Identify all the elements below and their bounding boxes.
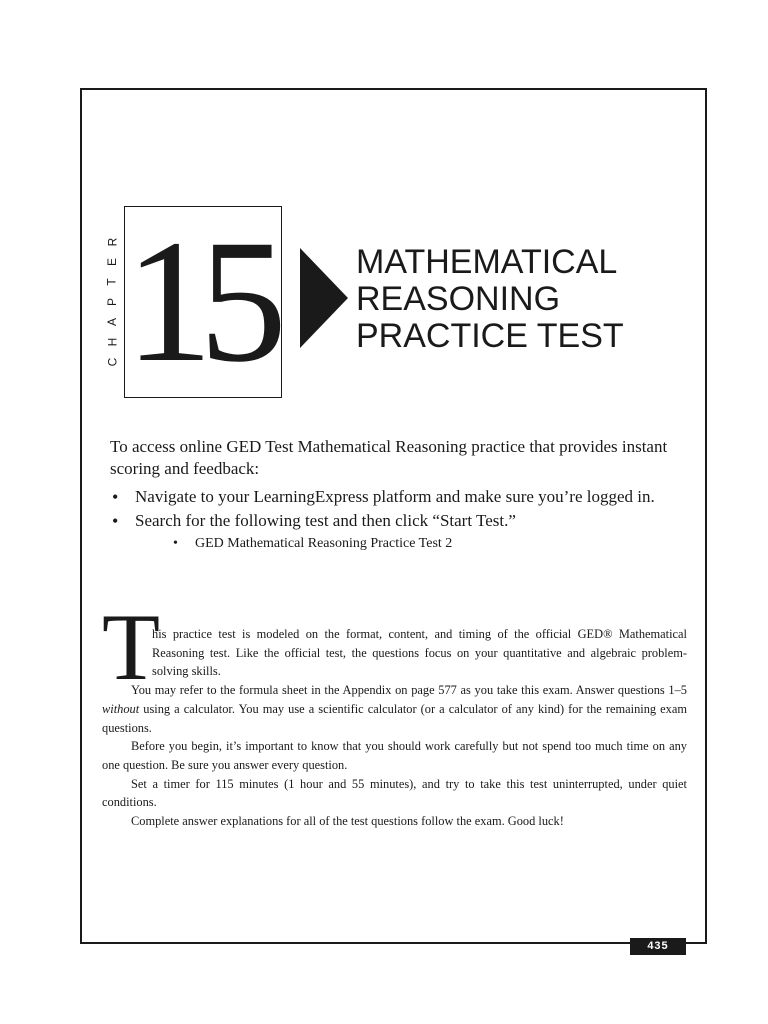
body-text-run: You may refer to the formula sheet in the Appendix on page 577 as you take this exam. Answer questions 1–5 [131,683,687,698]
chapter-title-line: REASONING [356,280,561,318]
online-bullet-list [110,486,690,554]
drop-cap: T [102,594,161,700]
page-number: 435 [630,938,686,955]
chapter-title [356,244,686,355]
chapter-label-letter: H [104,337,119,347]
body-paragraph: Complete answer explanations for all of the test questions follow the exam. Good luck! [131,814,564,829]
chapter-title-line: PRACTICE TEST [356,317,624,355]
chapter-label-letter: R [104,237,119,247]
online-intro: To access online GED Test Mathematical Reasoning practice that provides instant scoring and feedback: [110,437,668,478]
chapter-label-letter: T [105,278,119,286]
arrow-icon [300,248,348,348]
body-paragraph: his practice test is modeled on the format, content, and timing of the official GED® Mathematical Reasoning test. Like the official test, the questions focus on your quantitative and algebraic problem-solving skills. [152,627,687,679]
chapter-title-line: MATHEMATICAL [356,243,618,281]
chapter-label-letter: C [104,357,119,367]
online-sub-list [135,534,690,554]
list-item: • Navigate to your LearningExpress platform and make sure you’re logged in. [110,486,690,508]
body-paragraph: Set a timer for 115 minutes (1 hour and 55 minutes), and try to take this test uninterrupted, under quiet conditions. [102,776,687,810]
chapter-number: 15 [125,204,273,399]
list-item [110,510,690,554]
online-practice-box [110,436,690,556]
intro-body [102,625,687,831]
chapter-label-letter: A [104,317,119,327]
body-text-run: using a calculator. You may use a scientific calculator (or a calculator of any kind) for the remaining exam questions. [102,701,687,735]
list-item-text: Search for the following test and then click “Start Test.” [135,511,516,530]
chapter-label-letter: P [104,297,119,307]
body-paragraph: Before you begin, it’s important to know that you should work carefully but not spend too much time on any one question. Be sure you answer every question. [102,739,687,772]
body-paragraph [102,681,687,737]
chapter-label-letter: E [104,257,119,267]
sub-list-item: • GED Mathematical Reasoning Practice Test 2 [135,534,690,554]
emphasis-text: without [102,701,140,716]
